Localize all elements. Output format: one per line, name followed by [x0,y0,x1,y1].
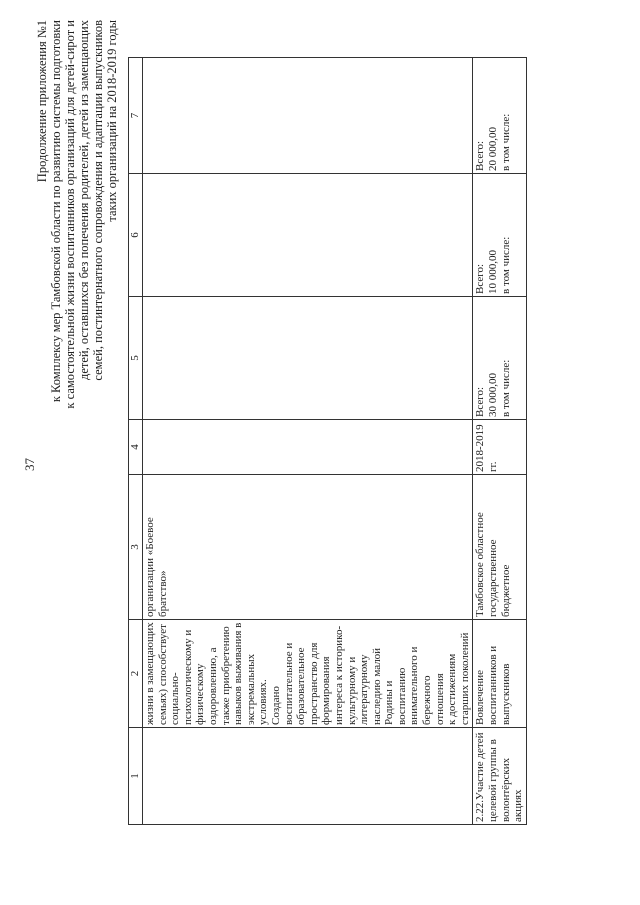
table-cell [143,728,473,825]
table-row [143,58,473,825]
column-number: 6 [129,174,143,297]
table-row [473,58,526,825]
table-cell: жизни в замещающих семьях) способствует социально- психологическому и физическому оздоровлению, а также приобретению навыков выживания в экстремальных условиях. Создано воспитательное и образовательное пространство для формирования интереса к историко- культурному и литературному наследию малой Родины и воспитанию внимательного и бережного отношения к достижениям старших поколений [143,620,473,728]
header-line-2: к Комплексу мер Тамбовской области по развитию системы подготовки [49,20,63,403]
header-line-6: таких организаций на 2018-2019 годы [105,20,119,222]
table-cell [143,420,473,475]
table-cell: 2.22.Участие детей целевой группы в волонтёрских акциях [473,728,526,825]
table-cell: 2018-2019 гг. [473,420,526,475]
table-cell [143,58,473,174]
column-number: 3 [129,475,143,620]
table-cell: организации «Боевое братство» [143,475,473,620]
column-number: 2 [129,620,143,728]
table-cell: Всего: 30 000,00 в том числе: [473,297,526,420]
header-line-4: детей, оставшихся без попечения родителей, детей из замещающих [77,20,91,381]
column-number: 7 [129,58,143,174]
column-number: 4 [129,420,143,475]
table-cell [143,297,473,420]
measures-table [128,57,527,825]
table-cell: Всего: 10 000,00 в том числе: [473,174,526,297]
header-line-5: семей, постинтернатного сопровождения и адаптации выпускников [91,20,105,381]
column-number: 5 [129,297,143,420]
table-cell: Тамбовское областное государственное бюджетное [473,475,526,620]
column-number: 1 [129,728,143,825]
table-cell [143,174,473,297]
column-number-row [129,58,143,825]
table-cell: Всего: 20 000,00 в том числе: [473,58,526,174]
table-cell: Вовлечение воспитанников и выпускников [473,620,526,728]
header-line-1: Продолжение приложения №1 [35,20,49,183]
page-number: 37 [22,458,37,471]
header-line-3: к самостоятельной жизни воспитанников организаций для детей-сирот и [63,20,77,409]
